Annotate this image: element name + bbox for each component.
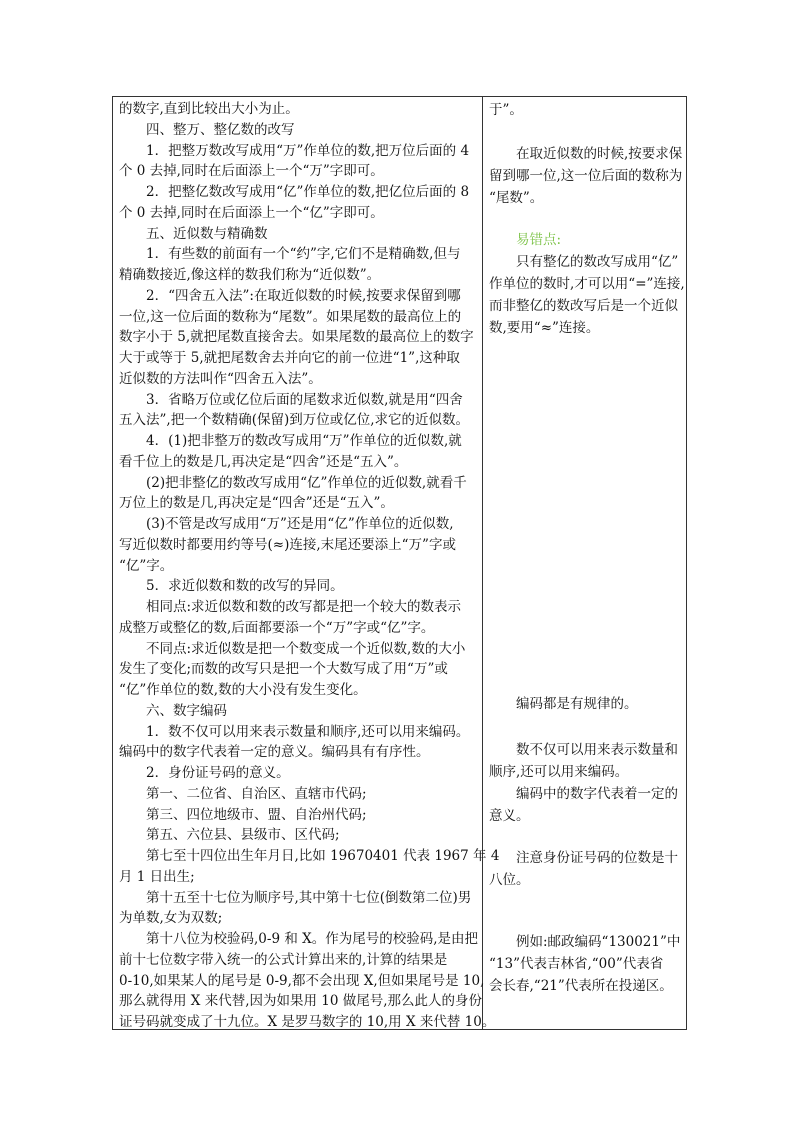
content-line: 六、数字编码	[146, 703, 227, 719]
content-line: 数字小于 5,就把尾数直接舍去。如果尾数的最高位上的数字	[119, 329, 474, 345]
content-line: 成整万或整亿的数,后面都要添一个“万”字或“亿”字。	[119, 620, 435, 636]
content-line: 1．数不仅可以用来表示数量和顺序,还可以用来编码。	[146, 724, 470, 740]
content-line: 1．把整万数改写成用“万”作单位的数,把万位后面的 4	[146, 143, 470, 159]
note-line: 作单位的数时,才可以用“=”连接,	[489, 276, 685, 292]
content-line: 2．“四舍五入法”:在取近似数的时候,按要求保留到哪	[146, 288, 461, 304]
column-divider	[482, 97, 483, 1029]
content-line: 相同点:求近似数和数的改写都是把一个较大的数表示	[146, 599, 462, 615]
note-line: 而非整亿的数改写后是一个近似	[489, 298, 678, 314]
notes-table	[112, 96, 687, 1030]
note-line: 注意身份证号码的位数是十	[516, 850, 678, 866]
content-line: 看千位上的数是几,再决定是“四舍”还是“五入”。	[119, 454, 408, 470]
note-line: 例如:邮政编码“130021”中	[516, 934, 681, 950]
content-line: 发生了变化;而数的改写只是把一个大数写成了用“万”或	[119, 661, 448, 677]
content-line: 精确数接近,像这样的数我们称为“近似数”。	[119, 267, 381, 283]
note-line: 留到哪一位,这一位后面的数称为	[489, 168, 683, 184]
content-line: 月 1 日出生;	[119, 869, 195, 885]
note-line: 数不仅可以用来表示数量和	[516, 742, 678, 758]
content-line: 第十五至十七位为顺序号,其中第十七位(倒数第二位)男	[146, 890, 472, 906]
content-line: 那么就得用 X 来代替,因为如果用 10 做尾号,那么此人的身份	[119, 993, 483, 1009]
content-line: 近似数的方法叫作“四舍五入法”。	[119, 371, 322, 387]
error-prone-heading: 易错点:	[516, 232, 562, 248]
note-line: 在取近似数的时候,按要求保	[516, 146, 683, 162]
content-line: 一位,这一位后面的数称为“尾数”。如果尾数的最高位上的	[119, 309, 462, 325]
content-line: 万位上的数是几,再决定是“四舍”还是“五入”。	[119, 495, 394, 511]
content-line: 第一、二位省、自治区、直辖市代码;	[146, 786, 367, 802]
content-line: 3．省略万位或亿位后面的尾数求近似数,就是用“四舍	[146, 392, 463, 408]
note-line: 只有整亿的数改写成用“亿”	[516, 254, 679, 270]
content-line: 第十八位为校验码,0-9 和 X。作为尾号的校验码,是由把	[146, 931, 479, 947]
content-line: 2．身份证号码的意义。	[146, 765, 290, 781]
note-line: “尾数”。	[489, 190, 544, 206]
content-line: 大于或等于 5,就把尾数舍去并向它的前一位进“1”,这种取	[119, 350, 460, 366]
content-line: 第三、四位地级市、盟、自治州代码;	[146, 807, 367, 823]
content-line: “亿”字。	[119, 558, 174, 574]
content-line: 2．把整亿数改写成用“亿”作单位的数,把亿位后面的 8	[146, 184, 470, 200]
note-line: 数,要用“≈”连接。	[489, 320, 600, 336]
content-line: (2)把非整亿的数改写成用“亿”作单位的近似数,就看千	[146, 475, 467, 491]
note-line: 顺序,还可以用来编码。	[489, 764, 629, 780]
content-line: 的数字,直到比较出大小为止。	[119, 101, 299, 117]
content-line: 第五、六位县、县级市、区代码;	[146, 827, 340, 843]
note-line: 八位。	[489, 872, 530, 888]
note-line: 会长春,“21”代表所在投递区。	[489, 978, 673, 994]
content-line: 个 0 去掉,同时在后面添上一个“万”字即可。	[119, 163, 384, 179]
content-line: 4．(1)把非整万的数改写成用“万”作单位的近似数,就	[146, 433, 462, 449]
content-line: 五、近似数与精确数	[146, 226, 268, 242]
content-line: 证号码就变成了十九位。X 是罗马数字的 10,用 X 来代替 10。	[119, 1014, 496, 1030]
note-line: 编码中的数字代表着一定的	[516, 786, 678, 802]
content-line: “亿”作单位的数,数的大小没有发生变化。	[119, 682, 367, 698]
content-line: 编码中的数字代表着一定的意义。编码具有有序性。	[119, 744, 430, 760]
content-line: 四、整万、整亿数的改写	[146, 122, 295, 138]
content-line: 5．求近似数和数的改写的异同。	[146, 578, 344, 594]
note-line: 编码都是有规律的。	[516, 696, 638, 712]
content-line: 不同点:求近似数是把一个数变成一个近似数,数的大小	[146, 641, 466, 657]
content-line: 五入法”,把一个数精确(保留)到万位或亿位,求它的近似数。	[119, 412, 470, 428]
content-line: 为单数,女为双数;	[119, 910, 223, 926]
note-line: “13”代表吉林省,“00”代表省	[489, 956, 664, 972]
content-line: 前十七位数字带入统一的公式计算出来的,计算的结果是	[119, 952, 448, 968]
content-line: 1．有些数的前面有一个“约”字,它们不是精确数,但与	[146, 246, 461, 262]
note-line: 意义。	[489, 808, 530, 824]
content-line: 0-10,如果某人的尾号是 0-9,都不会出现 X,但如果尾号是 10,	[119, 973, 485, 989]
content-line: (3)不管是改写成用“万”还是用“亿”作单位的近似数,	[146, 516, 454, 532]
content-line: 个 0 去掉,同时在后面添上一个“亿”字即可。	[119, 205, 384, 221]
content-line: 第七至十四位出生年月日,比如 19670401 代表 1967 年 4	[146, 848, 500, 864]
content-line: 写近似数时都要用约等号(≈)连接,末尾还要添上“万”字或	[119, 537, 456, 553]
note-line: 于”。	[489, 102, 523, 118]
